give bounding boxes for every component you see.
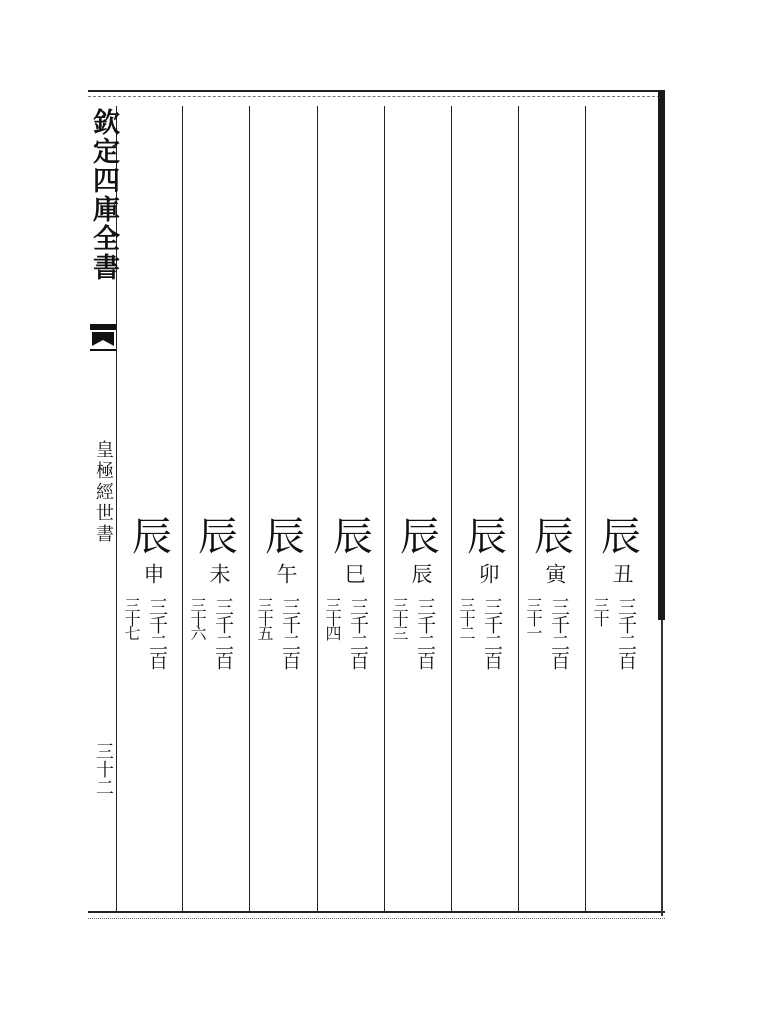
entry-branch: 午 <box>274 563 298 585</box>
entry-branch: 寅 <box>543 563 567 585</box>
entry-branch: 丑 <box>610 563 634 585</box>
entry-column <box>251 515 319 715</box>
entry-stem: 辰 <box>601 514 641 560</box>
column-rule <box>585 106 586 911</box>
entry-column <box>118 515 184 715</box>
column-rule <box>518 106 519 911</box>
entry-stem: 辰 <box>198 514 238 560</box>
column-rule <box>182 106 183 911</box>
entry-number-main: 三千二百 <box>146 597 168 669</box>
entry-number-sub: 三十五 <box>255 597 274 639</box>
entry-number-sub: 三十一 <box>524 597 543 639</box>
entry-column <box>319 515 387 715</box>
entry-column <box>587 515 655 715</box>
column-rule <box>249 106 250 911</box>
entry-number-sub: 三十七 <box>122 597 141 639</box>
entry-number-main: 三千二百 <box>279 597 301 669</box>
right-border-lower <box>661 620 663 916</box>
entry-column <box>386 515 454 715</box>
top-border <box>88 90 665 97</box>
page-margin-strip <box>88 90 118 916</box>
entry-number-main: 三千二百 <box>615 597 637 669</box>
entry-number-sub: 三十二 <box>457 597 476 639</box>
column-rule <box>384 106 385 911</box>
entry-number-main: 三千二百 <box>212 597 234 669</box>
entry-stem: 辰 <box>132 514 172 560</box>
entry-branch: 申 <box>141 563 165 585</box>
bottom-border <box>88 911 665 919</box>
entry-column <box>520 515 588 715</box>
column-rule <box>317 106 318 911</box>
entry-branch: 卯 <box>476 563 500 585</box>
entry-column <box>184 515 252 715</box>
entry-stem: 辰 <box>265 514 305 560</box>
entry-number-sub: 三十四 <box>323 597 342 639</box>
entry-number-sub: 三十 <box>591 597 610 625</box>
entry-number-sub: 三十六 <box>188 597 207 639</box>
right-border <box>658 90 665 620</box>
fish-tail-mark-icon <box>90 324 116 352</box>
entry-stem: 辰 <box>467 514 507 560</box>
entry-column <box>453 515 521 715</box>
entry-stem: 辰 <box>534 514 574 560</box>
entry-number-main: 三千二百 <box>414 597 436 669</box>
entry-branch: 未 <box>207 563 231 585</box>
collection-title: 欽定四庫全書 <box>88 108 119 282</box>
entry-number-main: 三千二百 <box>347 597 369 669</box>
book-title: 皇極經世書 <box>93 440 114 545</box>
page-number: 三十二 <box>93 742 114 796</box>
entry-stem: 辰 <box>333 514 373 560</box>
entry-number-main: 三千二百 <box>548 597 570 669</box>
entry-branch: 巳 <box>342 563 366 585</box>
column-rule <box>451 106 452 911</box>
entry-stem: 辰 <box>400 514 440 560</box>
entry-number-sub: 三十三 <box>390 597 409 639</box>
entry-number-main: 三千二百 <box>481 597 503 669</box>
entry-branch: 辰 <box>409 563 433 585</box>
page-frame <box>88 90 665 916</box>
